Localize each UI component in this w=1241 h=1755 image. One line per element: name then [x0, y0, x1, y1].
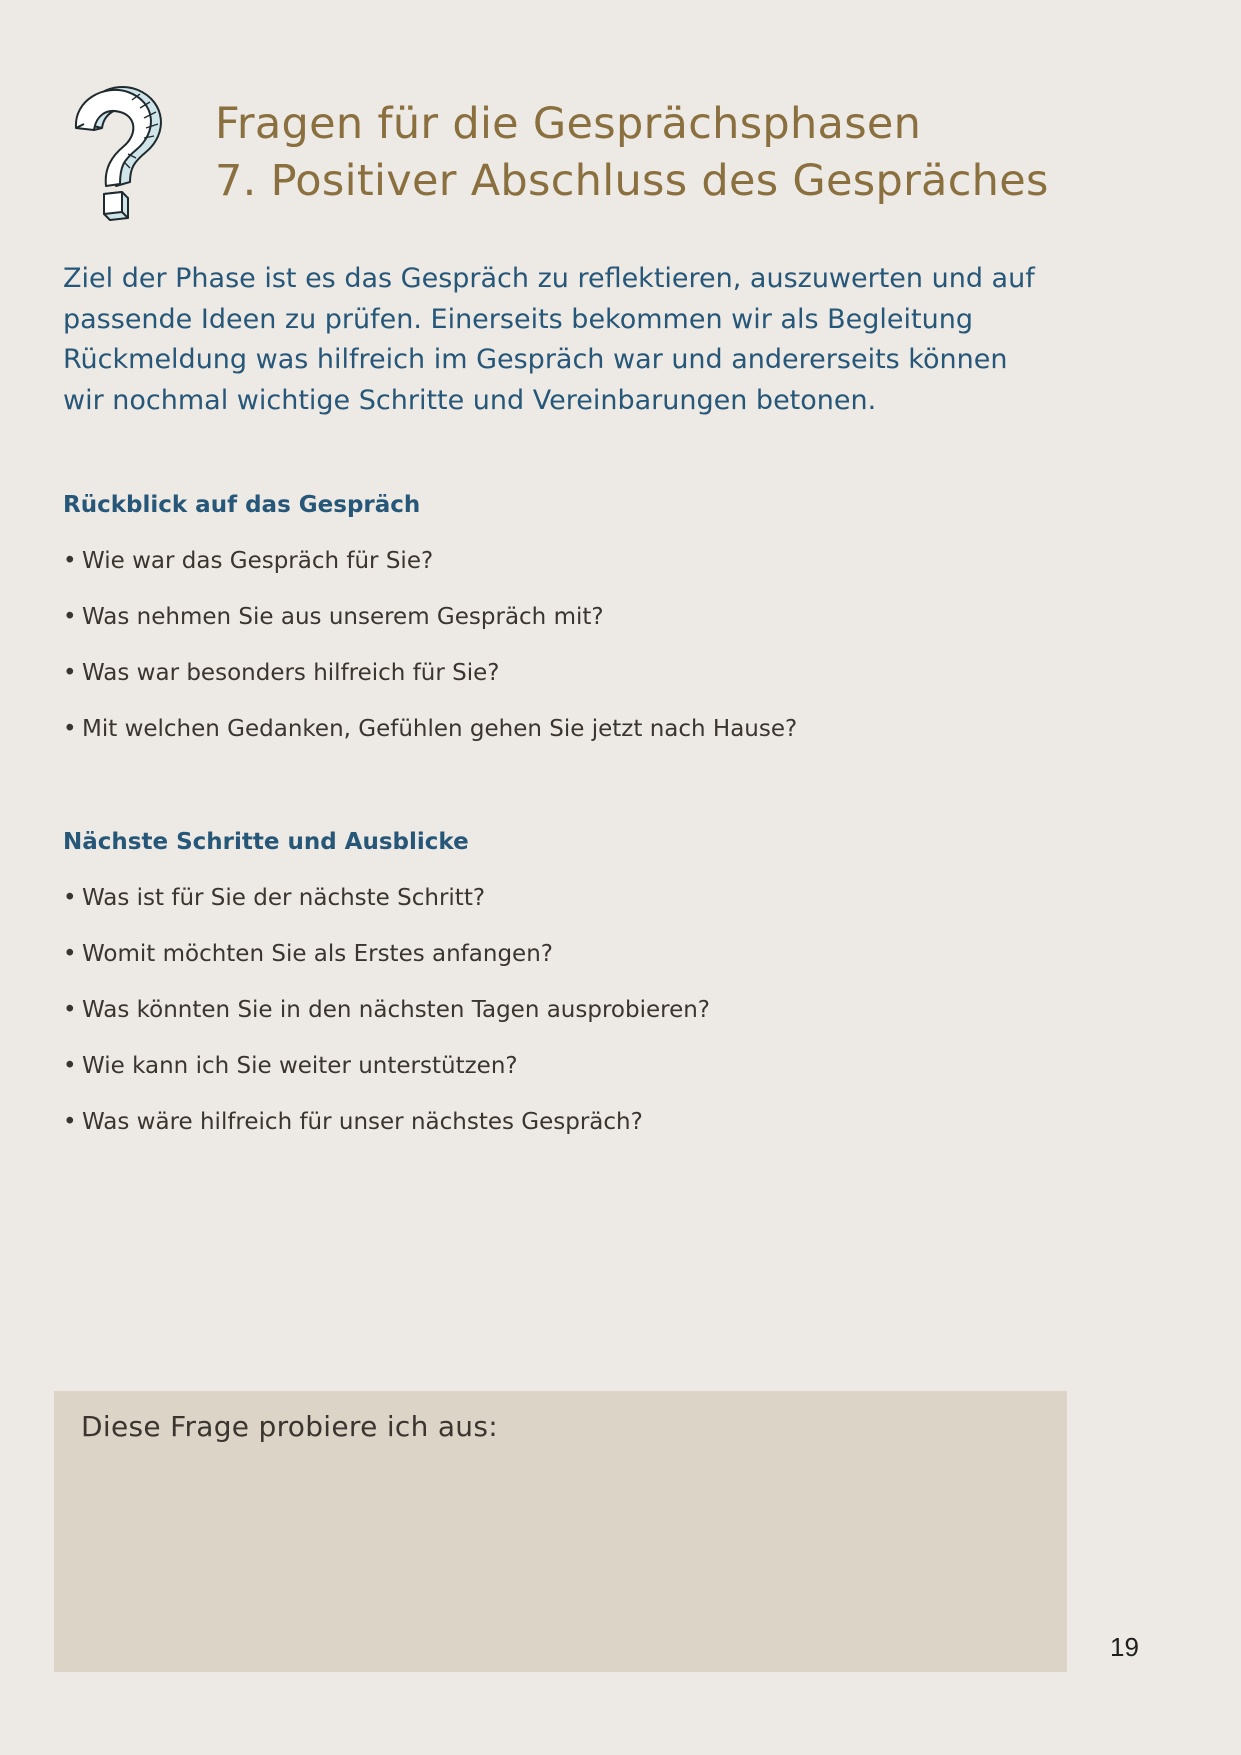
bullet: • — [63, 885, 77, 911]
list-item — [63, 937, 1063, 971]
list-item — [63, 881, 1063, 915]
list-item — [63, 600, 1063, 634]
list-item — [63, 1049, 1063, 1083]
title-line-2: 7. Positiver Abschluss des Gespräches — [215, 156, 1049, 206]
list-item — [63, 544, 1063, 578]
question-mark-icon — [70, 82, 180, 232]
bullet: • — [63, 1109, 77, 1135]
question-text: Was wäre hilfreich für unser nächstes Gespräch? — [82, 1109, 643, 1135]
question-text: Wie kann ich Sie weiter unterstützen? — [82, 1053, 518, 1079]
question-list — [63, 881, 1063, 1139]
intro-line: passende Ideen zu prüfen. Einerseits bekommen wir als Begleitung — [63, 303, 973, 335]
section-heading: Rückblick auf das Gespräch — [63, 492, 421, 518]
list-item — [63, 712, 1063, 746]
bullet: • — [63, 997, 77, 1023]
bullet: • — [63, 941, 77, 967]
section-next-steps — [63, 825, 1063, 1139]
question-text: Mit welchen Gedanken, Gefühlen gehen Sie jetzt nach Hause? — [82, 716, 798, 742]
intro-line: Rückmeldung was hilfreich im Gespräch war und andererseits können — [63, 344, 1008, 375]
list-item — [63, 1105, 1063, 1139]
question-text: Was ist für Sie der nächste Schritt? — [82, 885, 486, 911]
question-text: Was könnten Sie in den nächsten Tagen ausprobieren? — [82, 997, 711, 1023]
question-text: Wie war das Gespräch für Sie? — [82, 548, 434, 574]
bullet: • — [63, 604, 77, 630]
page-number: 19 — [1110, 1632, 1139, 1662]
intro-paragraph — [63, 259, 1183, 421]
question-list — [63, 544, 1063, 746]
question-text: Was war besonders hilfreich für Sie? — [82, 660, 500, 686]
page-title — [215, 96, 1175, 210]
intro-line: wir nochmal wichtige Schritte und Vereinbarungen betonen. — [63, 384, 877, 416]
bullet: • — [63, 660, 77, 686]
try-question-label: Diese Frage probiere ich aus: — [81, 1410, 498, 1443]
question-text: Was nehmen Sie aus unserem Gespräch mit? — [82, 604, 604, 630]
section-heading: Nächste Schritte und Ausblicke — [63, 829, 469, 855]
section-review — [63, 488, 1063, 746]
bullet: • — [63, 716, 77, 742]
title-line-1: Fragen für die Gesprächsphasen — [215, 99, 922, 149]
list-item — [63, 993, 1063, 1027]
try-question-box[interactable] — [54, 1391, 1067, 1672]
question-text: Womit möchten Sie als Erstes anfangen? — [82, 941, 553, 967]
bullet: • — [63, 548, 77, 574]
intro-line: Ziel der Phase ist es das Gespräch zu reflektieren, auszuwerten und auf — [63, 263, 1035, 294]
list-item — [63, 656, 1063, 690]
bullet: • — [63, 1053, 77, 1079]
